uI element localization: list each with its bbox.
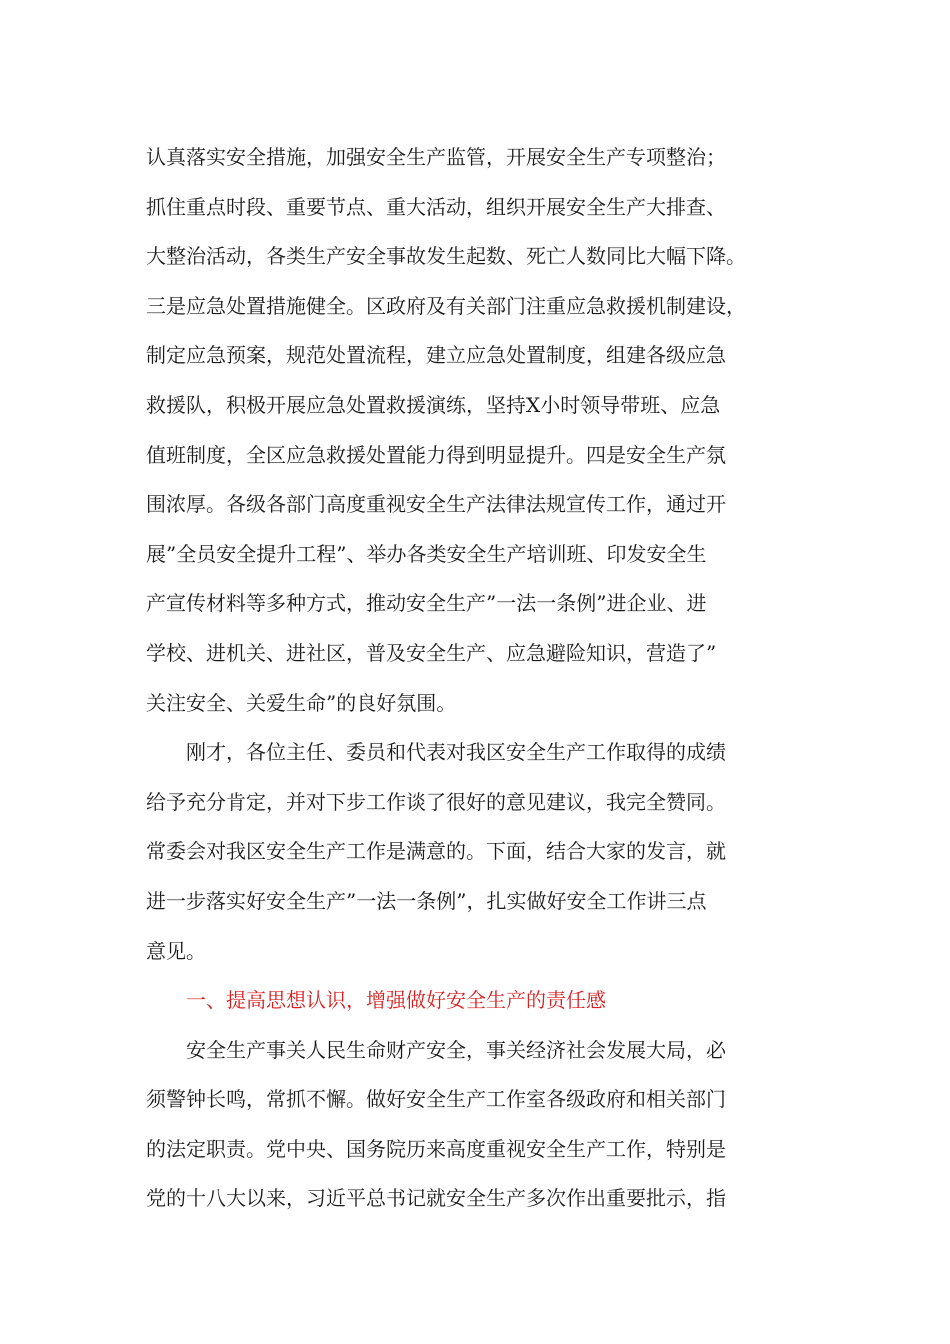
text-line-11: 学校、进机关、进社区，普及安全生产、应急避险知识，营造了” — [146, 640, 717, 665]
text-line-9: 展”全员安全提升工程”、举办各类安全生产培训班、印发安全生 — [146, 541, 707, 566]
paragraph-2-line-5: 意见。 — [146, 938, 206, 963]
paragraph-3-line-3: 的法定职责。党中央、国务院历来高度重视安全生产工作，特别是 — [146, 1136, 726, 1161]
text-line-7: 值班制度，全区应急救援处置能力得到明显提升。四是安全生产氛 — [146, 442, 726, 467]
paragraph-2-line-4: 进一步落实好安全生产”一法一条例”，扎实做好安全工作讲三点 — [146, 888, 707, 913]
text-line-2: 抓住重点时段、重要节点、重大活动，组织开展安全生产大排查、 — [146, 194, 726, 219]
text-line-5: 制定应急预案，规范处置流程，建立应急处置制度，组建各级应急 — [146, 343, 726, 368]
text-line-6: 救援队，积极开展应急处置救援演练，坚持X小时领导带班、应急 — [146, 392, 721, 417]
paragraph-3-line-2: 须警钟长鸣，常抓不懈。做好安全生产工作室各级政府和相关部门 — [146, 1087, 726, 1112]
section-heading-1: 一、提高思想认识，增强做好安全生产的责任感 — [186, 988, 606, 1013]
paragraph-2-line-3: 常委会对我区安全生产工作是满意的。下面，结合大家的发言，就 — [146, 839, 726, 864]
paragraph-3-line-4: 党的十八大以来，习近平总书记就安全生产多次作出重要批示，指 — [146, 1186, 726, 1211]
text-line-4: 三是应急处置措施健全。区政府及有关部门注重应急救援机制建设， — [146, 293, 746, 318]
text-line-3: 大整治活动，各类生产安全事故发生起数、死亡人数同比大幅下降。 — [146, 244, 746, 269]
document-body — [146, 133, 826, 1224]
paragraph-2-line-1: 刚才，各位主任、委员和代表对我区安全生产工作取得的成绩 — [186, 740, 726, 765]
text-line-10: 产宣传材料等多种方式，推动安全生产”一法一条例”进企业、进 — [146, 591, 707, 616]
paragraph-3-line-1: 安全生产事关人民生命财产安全，事关经济社会发展大局，必 — [186, 1037, 726, 1062]
text-line-1: 认真落实安全措施，加强安全生产监管，开展安全生产专项整治； — [146, 145, 726, 169]
text-line-8: 围浓厚。各级各部门高度重视安全生产法律法规宣传工作，通过开 — [146, 492, 726, 517]
text-line-12: 关注安全、关爱生命”的良好氛围。 — [146, 690, 457, 715]
paragraph-2-line-2: 给予充分肯定，并对下步工作谈了很好的意见建议，我完全赞同。 — [146, 789, 726, 814]
